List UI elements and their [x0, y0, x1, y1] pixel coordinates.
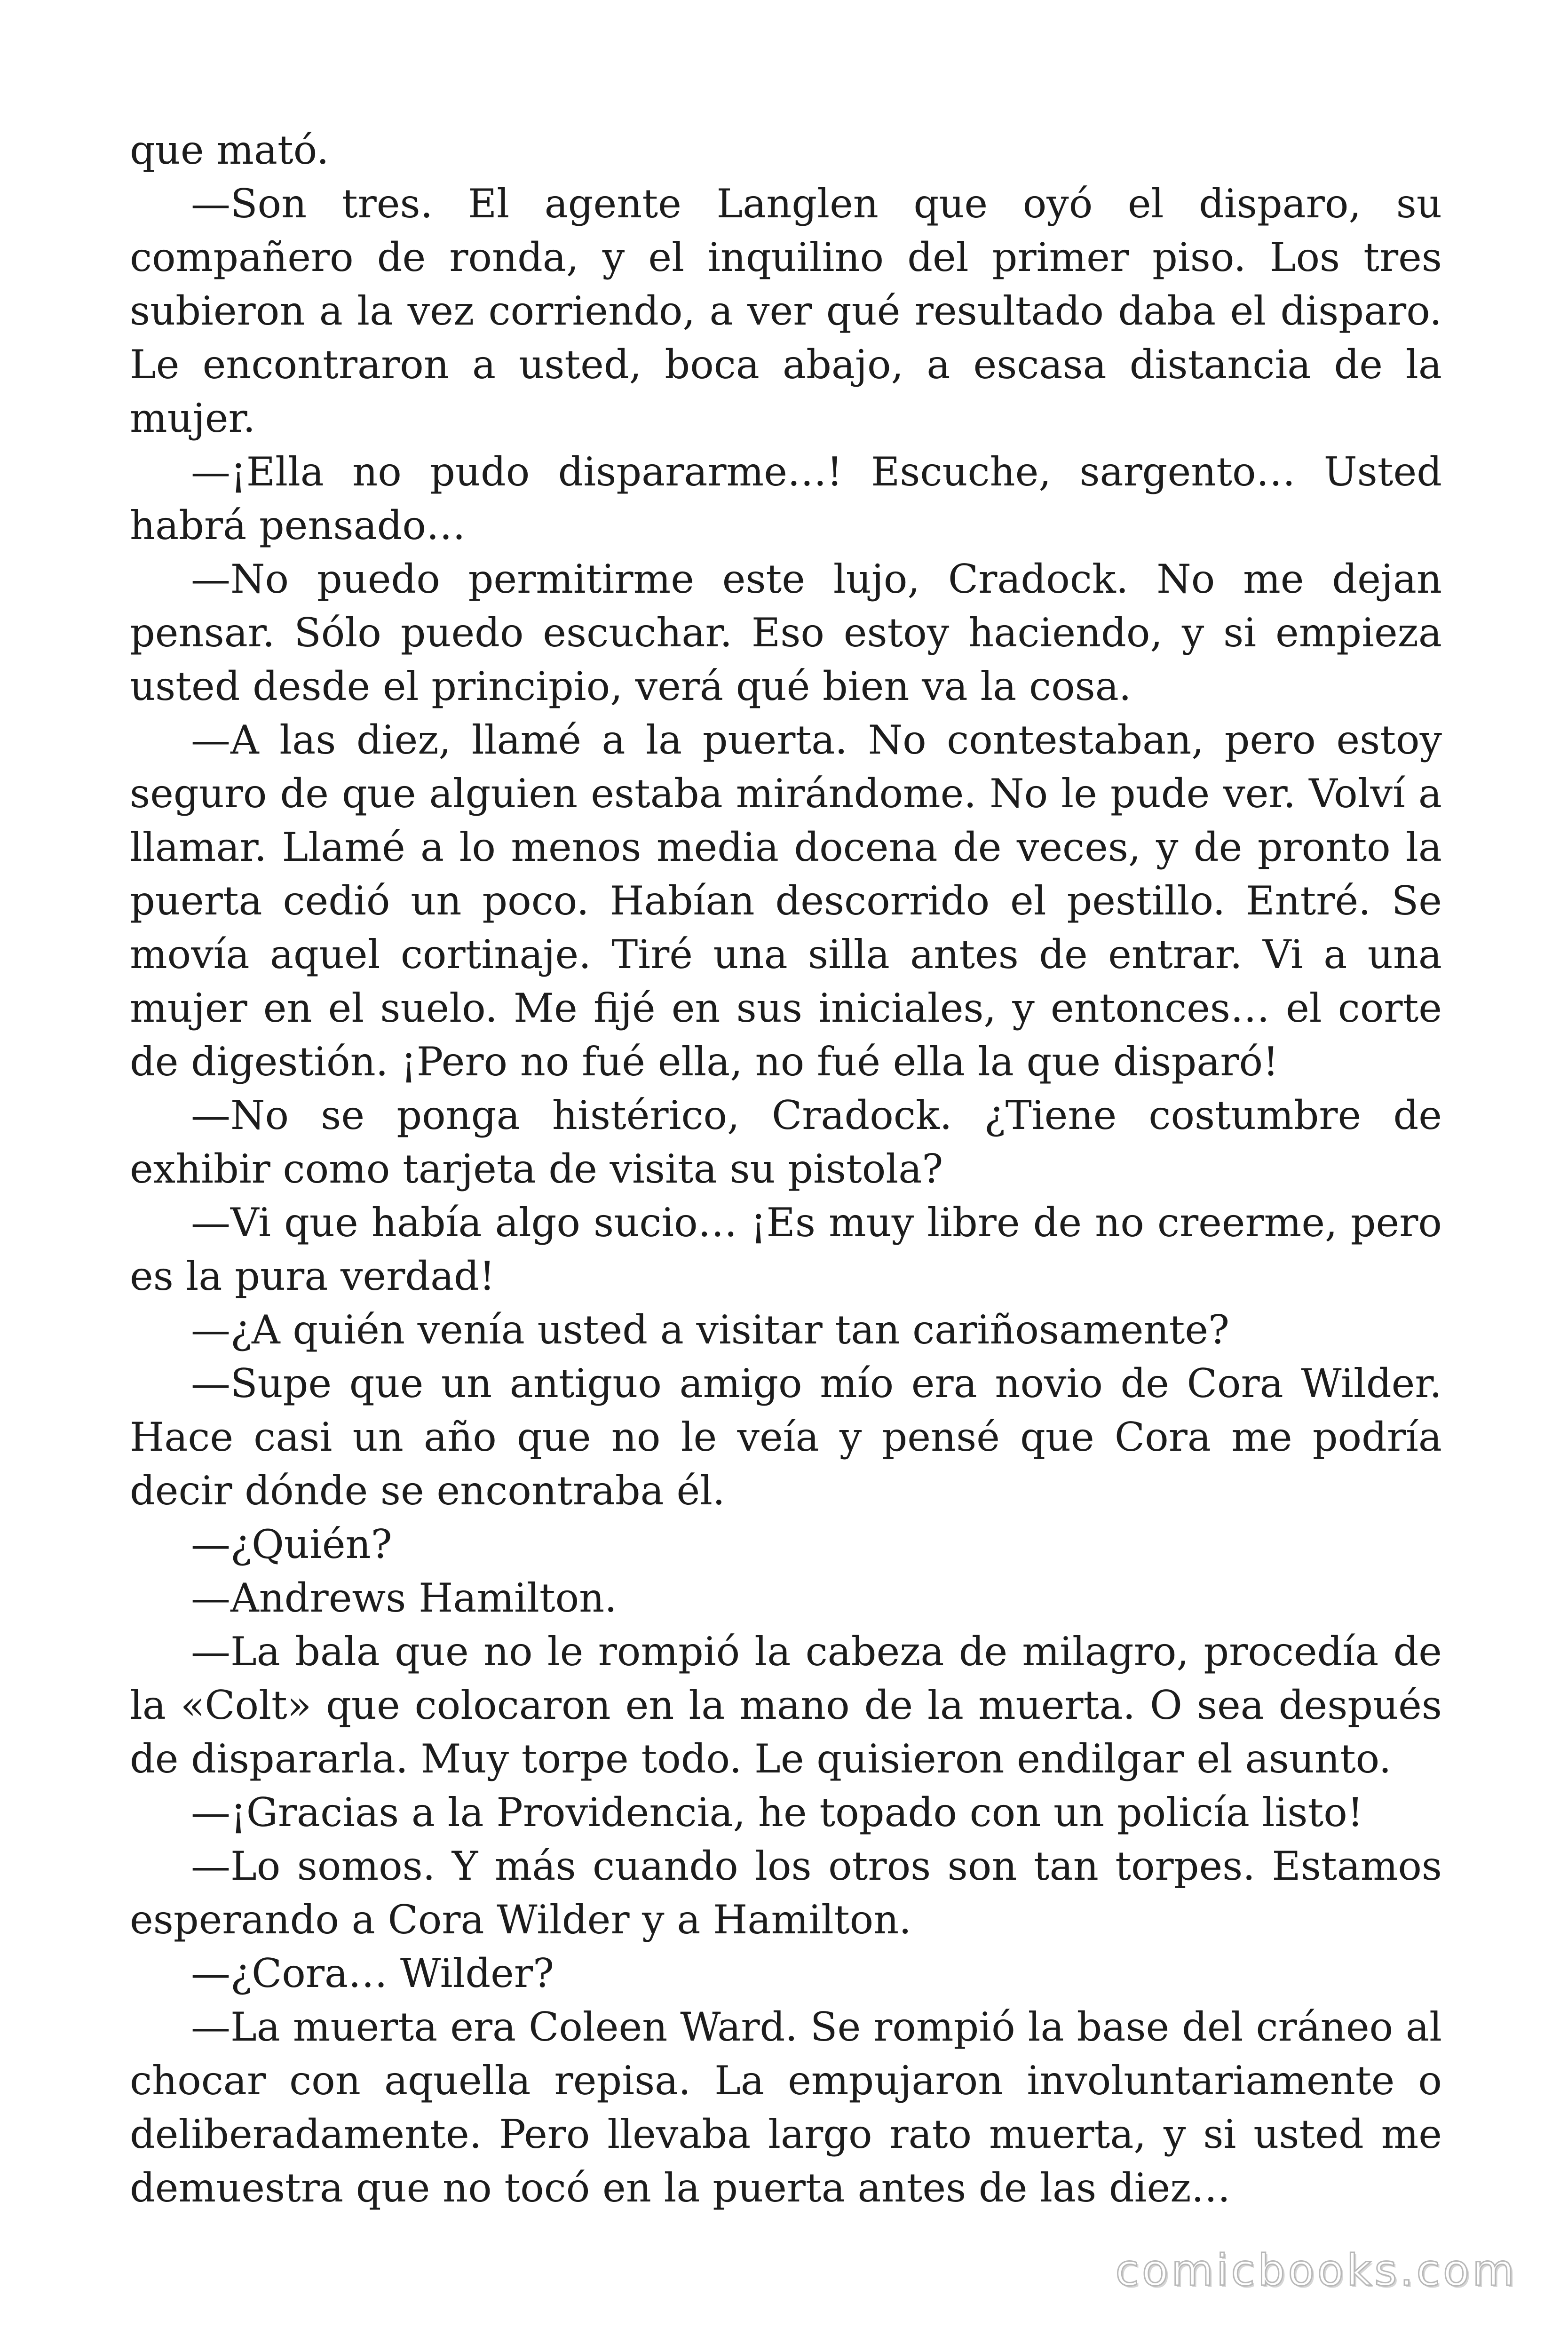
paragraph-12: —La bala que no le rompió la cabeza de milagro, procedía de la «Colt» que colocaron en la mano de la muerta. O sea después de dispararla. Muy torpe todo. Le quisieron endilgar el asunto. — [130, 1629, 1442, 1782]
paragraph-10: —¿Quién? — [191, 1521, 392, 1567]
paragraph-1: que mató. — [130, 127, 329, 173]
paragraph-4: —No puedo permitirme este lujo, Cradock. No me dejan pensar. Sólo puedo escuchar. Eso estoy haciendo, y si empieza usted desde el principio, verá qué bien va la cosa. — [130, 556, 1442, 709]
paragraph-15: —¿Cora… Wilder? — [191, 1950, 554, 1996]
paragraph-6: —No se ponga histérico, Cradock. ¿Tiene costumbre de exhibir como tarjeta de visita su pistola? — [130, 1092, 1442, 1192]
paragraph-3: —¡Ella no pudo dispararme…! Escuche, sargento… Usted habrá pensado… — [130, 449, 1442, 548]
paragraph-16: —La muerta era Coleen Ward. Se rompió la base del cráneo al chocar con aquella repisa. La empujaron involuntariamente o deliberadamente. Pero llevaba largo rato muerta, y si usted me demuestra que no tocó en la puerta antes de las diez… — [130, 2004, 1442, 2211]
site-watermark: comicbooks.com — [1115, 2245, 1517, 2296]
paragraph-9: —Supe que un antiguo amigo mío era novio de Cora Wilder. Hace casi un año que no le veía y pensé que Cora me podría decir dónde se encontraba él. — [130, 1360, 1442, 1514]
paragraph-14: —Lo somos. Y más cuando los otros son tan torpes. Estamos esperando a Cora Wilder y a Hamilton. — [130, 1843, 1442, 1943]
paragraph-5: —A las diez, llamé a la puerta. No contestaban, pero estoy seguro de que alguien estaba mirándome. No le pude ver. Volví a llamar. Llamé a lo menos media docena de veces, y de pronto la puerta cedió un poco. Habían descorrido el pestillo. Entré. Se movía aquel cortinaje. Tiré una silla antes de entrar. Vi a una mujer en el suelo. Me fijé en sus iniciales, y entonces… el corte de digestión. ¡Pero no fué ella, no fué ella la que disparó! — [130, 717, 1442, 1085]
paragraph-11: —Andrews Hamilton. — [191, 1575, 617, 1621]
paragraph-13: —¡Gracias a la Providencia, he topado con un policía listo! — [191, 1789, 1363, 1836]
book-page-text — [130, 123, 1442, 2215]
paragraph-2: —Son tres. El agente Langlen que oyó el disparo, su compañero de ronda, y el inquilino del primer piso. Los tres subieron a la vez corriendo, a ver qué resultado daba el disparo. Le encontraron a usted, boca abajo, a escasa distancia de la mujer. — [130, 181, 1442, 441]
paragraph-8: —¿A quién venía usted a visitar tan cariñosamente? — [191, 1307, 1230, 1353]
paragraph-7: —Vi que había algo sucio… ¡Es muy libre de no creerme, pero es la pura verdad! — [130, 1200, 1442, 1299]
